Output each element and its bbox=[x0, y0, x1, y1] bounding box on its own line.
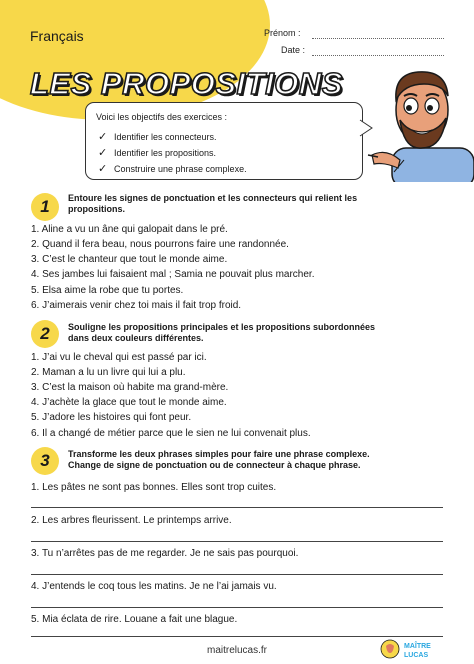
exercise-number-1: 1 bbox=[31, 193, 59, 221]
objective-item bbox=[98, 162, 247, 175]
prenom-label: Prénom : bbox=[264, 28, 301, 38]
exercise-2-sentence: 2. Maman a lu un livre qui lui a plu. bbox=[31, 367, 186, 378]
objective-label: Identifier les connecteurs. bbox=[114, 131, 217, 142]
objective-item bbox=[98, 146, 216, 159]
page-title: LES PROPOSITIONS bbox=[30, 66, 343, 101]
objective-label: Construire une phrase complexe. bbox=[114, 163, 247, 174]
answer-line[interactable] bbox=[31, 607, 443, 608]
objective-label: Identifier les propositions. bbox=[114, 147, 217, 158]
exercise-2-sentence: 5. J’adore les histoires qui font peur. bbox=[31, 412, 192, 423]
exercise-1-sentence: 2. Quand il fera beau, nous pourrons faire une randonnée. bbox=[31, 239, 289, 250]
check-icon: ✓ bbox=[98, 131, 108, 143]
objectives-box bbox=[85, 102, 363, 180]
exercise-1-sentence: 4. Ses jambes lui faisaient mal ; Samia ne pouvait plus marcher. bbox=[31, 269, 315, 280]
exercise-2-instruction: Souligne les propositions principales et les propositions subordonnées dans deux couleurs différentes. bbox=[68, 322, 376, 343]
exercise-3-sentence: 4. J’entends le coq tous les matins. Je ne l’ai jamais vu. bbox=[31, 581, 277, 592]
svg-text:LUCAS: LUCAS bbox=[404, 652, 429, 659]
maitre-lucas-logo bbox=[380, 637, 446, 661]
objective-item bbox=[98, 130, 217, 143]
exercise-2-sentence: 6. Il a changé de métier parce que le sien ne lui convenait plus. bbox=[31, 428, 311, 439]
exercise-1-sentence: 5. Elsa aime la robe que tu portes. bbox=[31, 285, 184, 296]
svg-text:MAÎTRE: MAÎTRE bbox=[404, 643, 431, 650]
answer-line[interactable] bbox=[31, 507, 443, 508]
exercise-3-instruction-1: Transforme les deux phrases simples pour faire une phrase complexe. bbox=[68, 449, 370, 459]
exercise-1-sentence: 6. J’aimerais venir chez toi mais il fait trop froid. bbox=[31, 300, 242, 311]
exercise-2-sentence: 4. J’achète la glace que tout le monde aime. bbox=[31, 397, 227, 408]
check-icon: ✓ bbox=[98, 147, 108, 159]
subject-label: Français bbox=[30, 28, 84, 44]
exercise-number-3: 3 bbox=[31, 447, 59, 475]
objectives-title: Voici les objectifs des exercices : bbox=[96, 112, 228, 122]
exercise-1-instruction: Entoure les signes de ponctuation et les connecteurs qui relient les propositions. bbox=[68, 193, 358, 214]
exercise-2-sentence: 1. J’ai vu le cheval qui est passé par ici. bbox=[31, 352, 207, 363]
exercise-1-sentence: 3. C’est le chanteur que tout le monde aime. bbox=[31, 254, 228, 265]
answer-line[interactable] bbox=[31, 541, 443, 542]
date-field[interactable] bbox=[312, 46, 444, 56]
prenom-field[interactable] bbox=[312, 29, 444, 39]
exercise-3-sentence: 3. Tu n’arrêtes pas de me regarder. Je ne sais pas pourquoi. bbox=[31, 548, 299, 559]
exercise-3-sentence: 2. Les arbres fleurissent. Le printemps arrive. bbox=[31, 515, 232, 526]
check-icon: ✓ bbox=[98, 163, 108, 175]
footer-website: maitrelucas.fr bbox=[206, 645, 267, 656]
exercise-3-instruction-2: Change de signe de ponctuation ou de connecteur à chaque phrase. bbox=[68, 460, 361, 470]
exercise-number-2: 2 bbox=[31, 320, 59, 348]
date-label: Date : bbox=[281, 45, 306, 55]
exercise-1-sentence: 1. Aline a vu un âne qui galopait dans le pré. bbox=[31, 224, 228, 235]
exercise-2-sentence: 3. C’est la maison où habite ma grand-mère. bbox=[31, 382, 229, 393]
exercise-3-sentence: 1. Les pâtes ne sont pas bonnes. Elles sont trop cuites. bbox=[31, 482, 277, 493]
teacher-illustration bbox=[364, 60, 474, 182]
answer-line[interactable] bbox=[31, 574, 443, 575]
exercise-3-sentence: 5. Mia éclata de rire. Louane a fait une blague. bbox=[31, 614, 238, 625]
